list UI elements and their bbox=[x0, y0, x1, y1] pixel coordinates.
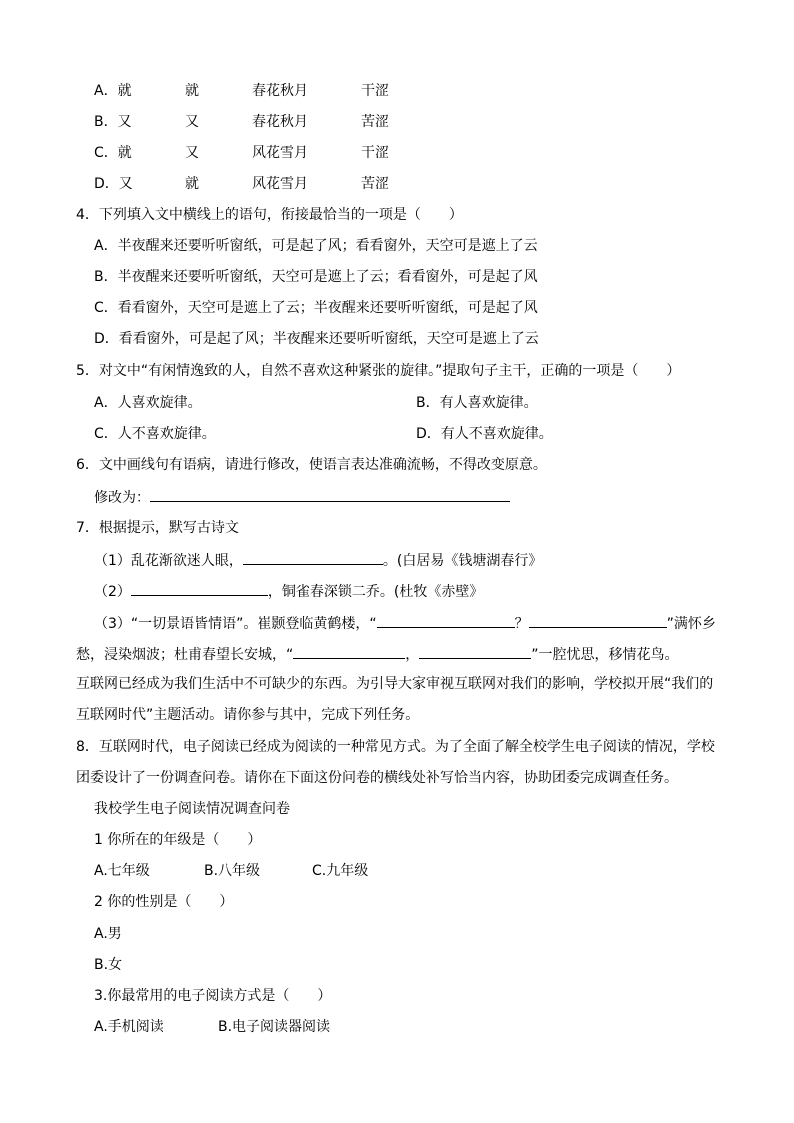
option-cell: 春花秋月 bbox=[252, 114, 308, 130]
answer-blank[interactable] bbox=[243, 550, 383, 565]
q6-answer-line bbox=[94, 487, 510, 507]
option-label: C．就 bbox=[94, 145, 132, 161]
option-label: D．又 bbox=[94, 176, 133, 192]
q7-item-3-line-1 bbox=[94, 613, 716, 633]
option-cell: 就 bbox=[185, 176, 199, 192]
option-cell: 风花雪月 bbox=[252, 176, 308, 192]
answer-blank[interactable] bbox=[293, 644, 405, 659]
q7-item-2-number: （2） bbox=[94, 584, 131, 600]
q7-item-3-text-end: ”满怀乡 bbox=[666, 616, 716, 632]
q7-item-3-text-final: ”一腔忧思，移情花鸟。 bbox=[531, 647, 679, 663]
option-cell: 苦涩 bbox=[361, 114, 389, 130]
survey-option: B.电子阅读器阅读 bbox=[218, 1019, 331, 1035]
q7-item-1 bbox=[94, 550, 542, 570]
question-6-stem: 6．文中画线句有语病，请进行修改，使语言表达准确流畅，不得改变原意。 bbox=[76, 457, 547, 473]
q7-item-3-separator: ？ bbox=[514, 616, 529, 632]
option-cell: 春花秋月 bbox=[252, 83, 308, 99]
option-label: B．又 bbox=[94, 114, 132, 130]
answer-blank[interactable] bbox=[377, 613, 515, 628]
q7-item-3-line-2 bbox=[76, 644, 679, 664]
q4-option-d: D．看看窗外，可是起了风；半夜醒来还要听听窗纸，天空可是遮上了云 bbox=[94, 331, 539, 347]
answer-blank[interactable] bbox=[529, 613, 667, 628]
question-5-stem: 5．对文中“有闲情逸致的人，自然不喜欢这种紧张的旋律。”提取句子主干，正确的一项是（ ） bbox=[76, 363, 681, 379]
option-cell: 又 bbox=[185, 114, 199, 130]
question-4-stem: 4．下列填入文中横线上的语句，衔接最恰当的一项是（ ） bbox=[76, 207, 463, 223]
survey-q2-option-a: A.男 bbox=[94, 926, 122, 942]
q7-item-1-text: （1）乱花渐欲迷人眼， bbox=[94, 553, 243, 569]
survey-title: 我校学生电子阅读情况调查问卷 bbox=[94, 801, 290, 817]
q7-item-1-source: 。(白居易《钱塘湖春行》 bbox=[382, 553, 543, 569]
question-8-line-1: 8．互联网时代，电子阅读已经成为阅读的一种常见方式。为了全面了解全校学生电子阅读的情况，学校 bbox=[76, 739, 715, 755]
q4-option-c: C．看看窗外，天空可是遮上了云；半夜醒来还要听听窗纸，可是起了风 bbox=[94, 300, 538, 316]
q4-option-a: A．半夜醒来还要听听窗纸，可是起了风；看看窗外，天空可是遮上了云 bbox=[94, 238, 538, 254]
q5-option-c: C．人不喜欢旋律。 bbox=[94, 426, 216, 442]
answer-blank[interactable] bbox=[150, 487, 510, 502]
option-cell: 苦涩 bbox=[361, 176, 389, 192]
question-8-line-2: 团委设计了一份调查问卷。请你在下面这份问卷的横线处补写恰当内容，协助团委完成调查任务。 bbox=[76, 770, 678, 786]
q7-item-2-text: ，铜雀春深锁二乔。(杜牧《赤壁》 bbox=[267, 584, 484, 600]
survey-q2-option-b: B.女 bbox=[94, 957, 123, 973]
question-7-stem: 7．根据提示，默写古诗文 bbox=[76, 520, 239, 536]
option-cell: 又 bbox=[185, 145, 199, 161]
option-cell: 干涩 bbox=[361, 83, 389, 99]
survey-q3: 3.你最常用的电子阅读方式是（ ） bbox=[94, 988, 332, 1004]
survey-option: B.八年级 bbox=[204, 863, 261, 879]
q7-item-3-text-cont: 愁，浸染烟波；杜甫春望长安城，“ bbox=[76, 647, 294, 663]
intro-line-2: 互联网时代”主题活动。请你参与其中，完成下列任务。 bbox=[76, 707, 420, 723]
survey-q2: 2 你的性别是（ ） bbox=[94, 894, 234, 910]
q5-option-d: D．有人不喜欢旋律。 bbox=[416, 426, 553, 442]
q5-option-b: B．有人喜欢旋律。 bbox=[416, 395, 538, 411]
option-label: A．就 bbox=[94, 83, 132, 99]
q7-item-3-text: （3）“一切景语皆情语”。崔颢登临黄鹤楼，“ bbox=[94, 616, 377, 632]
survey-option: C.九年级 bbox=[312, 863, 369, 879]
q5-option-a: A．人喜欢旋律。 bbox=[94, 395, 202, 411]
survey-option: A.七年级 bbox=[94, 863, 150, 879]
answer-blank[interactable] bbox=[419, 644, 531, 659]
answer-label: 修改为： bbox=[94, 490, 150, 506]
option-cell: 就 bbox=[185, 83, 199, 99]
option-cell: 干涩 bbox=[361, 145, 389, 161]
q7-item-3-separator-2: ， bbox=[405, 647, 420, 663]
q4-option-b: B．半夜醒来还要听听窗纸，天空可是遮上了云；看看窗外，可是起了风 bbox=[94, 269, 538, 285]
answer-blank[interactable] bbox=[131, 581, 268, 596]
q7-item-2 bbox=[94, 581, 483, 601]
intro-line-1: 互联网已经成为我们生活中不可缺少的东西。为引导大家审视互联网对我们的影响，学校拟开展“我们的 bbox=[76, 676, 714, 692]
option-cell: 风花雪月 bbox=[252, 145, 308, 161]
survey-option: A.手机阅读 bbox=[94, 1019, 164, 1035]
survey-q1: 1 你所在的年级是（ ） bbox=[94, 832, 262, 848]
